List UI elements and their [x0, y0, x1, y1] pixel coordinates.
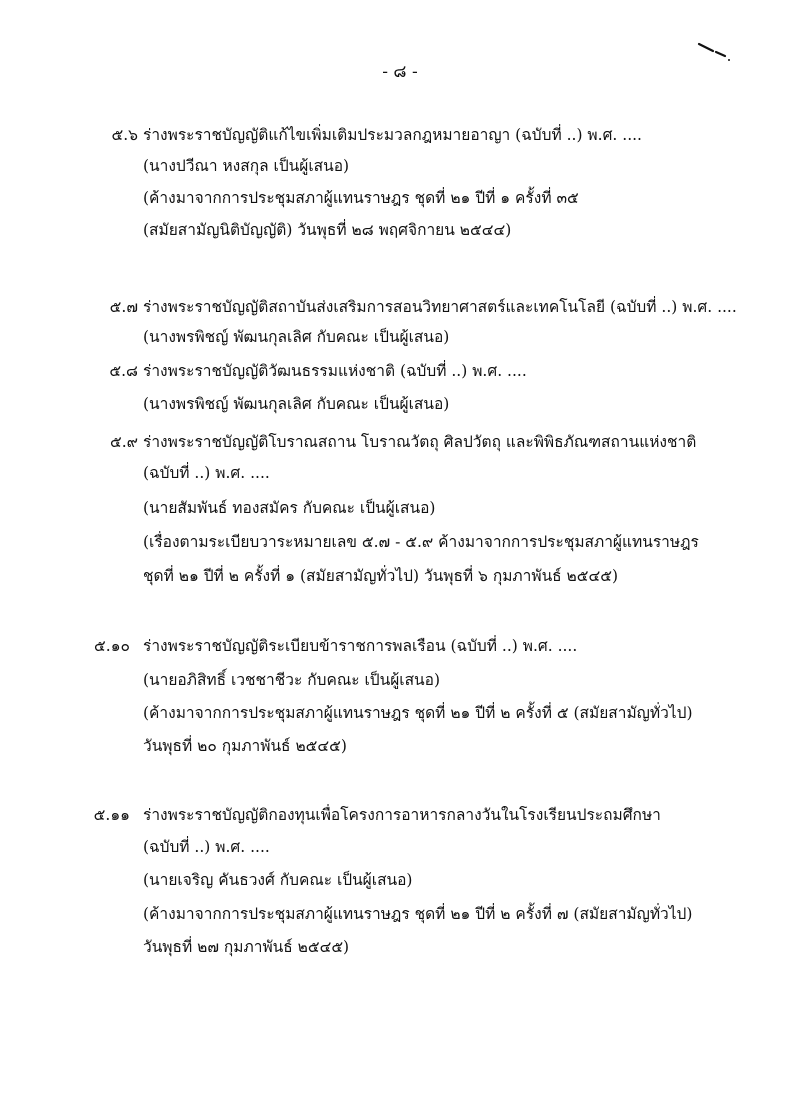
item-line: (นายเจริญ คันธวงศ์ กับคณะ เป็นผู้เสนอ): [143, 871, 413, 889]
item-number: ๕.๗: [109, 298, 138, 316]
item-line: (เรื่องตามระเบียบวาระหมายเลข ๕.๗ - ๕.๙ ค้างมาจากการประชุมสภาผู้แทนราษฎร: [143, 533, 699, 551]
item-title: ร่างพระราชบัญญัติสถาบันส่งเสริมการสอนวิทยาศาสตร์และเทคโนโลยี (ฉบับที่ ..) พ.ศ. ....: [143, 298, 737, 316]
item-number: ๕.๖: [111, 126, 138, 144]
item-title: ร่างพระราชบัญญัติวัฒนธรรมแห่งชาติ (ฉบับที่ ..) พ.ศ. ....: [143, 362, 527, 380]
item-line: วันพุธที่ ๒๗ กุมภาพันธ์ ๒๕๔๕): [143, 938, 350, 956]
item-line: (ค้างมาจากการประชุมสภาผู้แทนราษฎร ชุดที่ ๒๑ ปีที่ ๑ ครั้งที่ ๓๕: [143, 189, 579, 207]
item-number: ๕.๑๑: [93, 806, 130, 824]
item-title: ร่างพระราชบัญญัติโบราณสถาน โบราณวัตถุ ศิลปวัตถุ และพิพิธภัณฑสถานแห่งชาติ: [143, 433, 697, 451]
item-number: ๕.๑๐: [94, 637, 130, 655]
item-number: ๕.๘: [109, 362, 138, 380]
item-line: ชุดที่ ๒๑ ปีที่ ๒ ครั้งที่ ๑ (สมัยสามัญทั่วไป) วันพุธที่ ๖ กุมภาพันธ์ ๒๕๔๕): [143, 567, 619, 585]
item-line: (นางพรพิชญ์ พัฒนกุลเลิศ กับคณะ เป็นผู้เสนอ): [143, 328, 450, 346]
item-line: (นางปวีณา หงสกุล เป็นผู้เสนอ): [143, 157, 350, 175]
item-line: วันพุธที่ ๒๐ กุมภาพันธ์ ๒๕๔๕): [143, 737, 347, 755]
item-title: ร่างพระราชบัญญัติกองทุนเพื่อโครงการอาหารกลางวันในโรงเรียนประถมศึกษา: [143, 806, 661, 824]
item-number: ๕.๙: [109, 433, 138, 451]
item-title: ร่างพระราชบัญญัติแก้ไขเพิ่มเติมประมวลกฎหมายอาญา (ฉบับที่ ..) พ.ศ. ....: [143, 126, 642, 144]
item-line: (ฉบับที่ ..) พ.ศ. ....: [143, 464, 270, 482]
page-number: - ๘ -: [382, 62, 418, 82]
item-line: (สมัยสามัญนิติบัญญัติ) วันพุธที่ ๒๘ พฤศจิกายน ๒๕๔๔): [143, 221, 512, 239]
item-line: (ฉบับที่ ..) พ.ศ. ....: [143, 838, 270, 856]
item-line: (นายสัมพันธ์ ทองสมัคร กับคณะ เป็นผู้เสนอ): [143, 499, 436, 517]
item-line: (ค้างมาจากการประชุมสภาผู้แทนราษฎร ชุดที่ ๒๑ ปีที่ ๒ ครั้งที่ ๕ (สมัยสามัญทั่วไป): [143, 704, 693, 722]
item-title: ร่างพระราชบัญญัติระเบียบข้าราชการพลเรือน (ฉบับที่ ..) พ.ศ. ....: [143, 637, 578, 655]
item-line: (นายอภิสิทธิ์ เวชชาชีวะ กับคณะ เป็นผู้เสนอ): [143, 671, 440, 689]
item-line: (ค้างมาจากการประชุมสภาผู้แทนราษฎร ชุดที่ ๒๑ ปีที่ ๒ ครั้งที่ ๗ (สมัยสามัญทั่วไป): [143, 905, 693, 923]
item-line: (นางพรพิชญ์ พัฒนกุลเลิศ กับคณะ เป็นผู้เสนอ): [143, 395, 450, 413]
